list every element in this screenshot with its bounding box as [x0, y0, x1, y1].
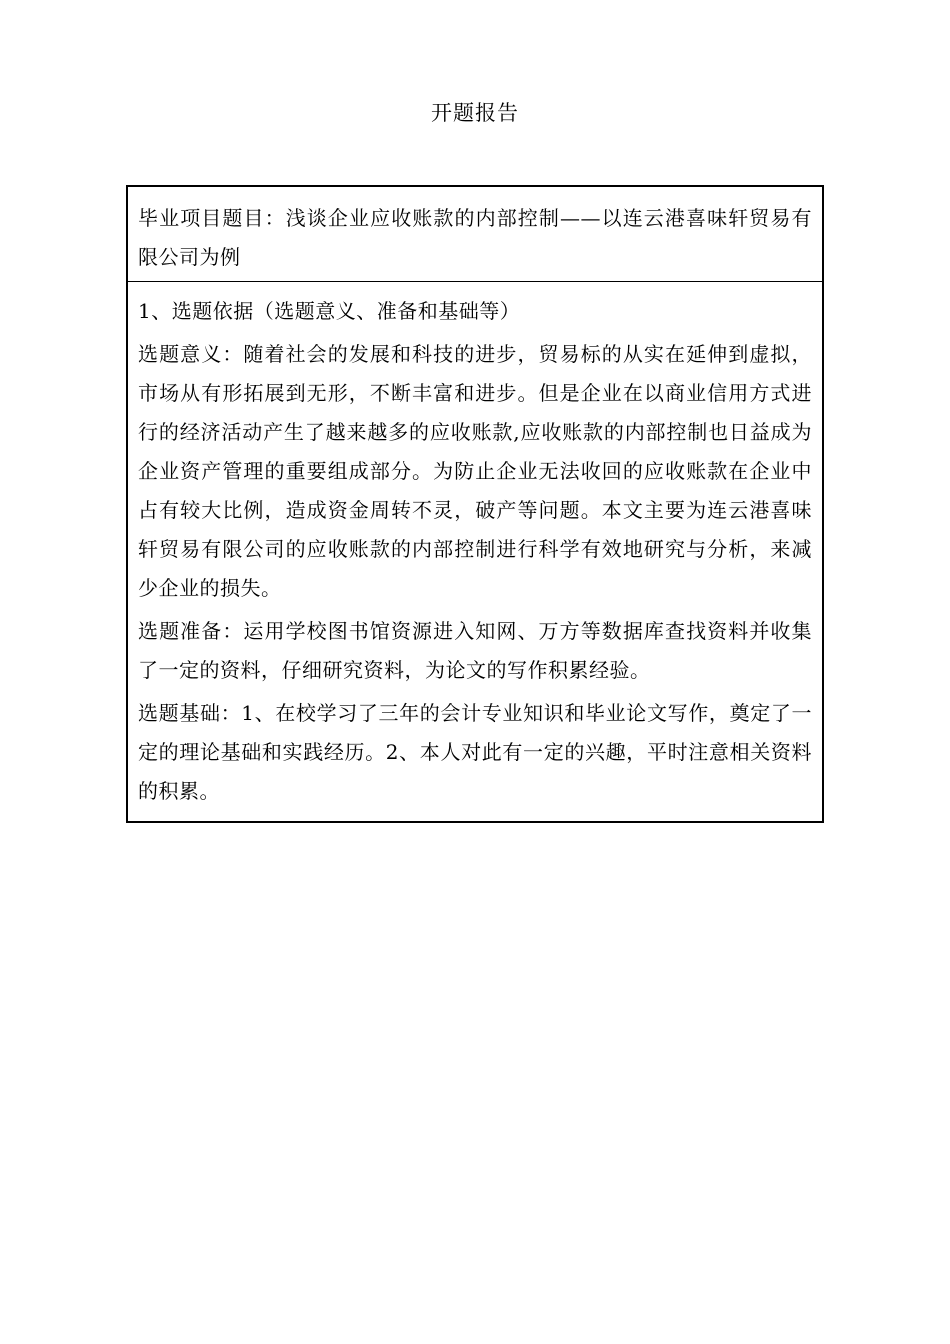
topic-preparation-paragraph: 选题准备：运用学校图书馆资源进入知网、万方等数据库查找资料并收集了一定的资料，仔细研究资料，为论文的写作积累经验。 [138, 619, 812, 682]
topic-basis-cell [128, 282, 822, 821]
section-heading: 1、选题依据（选题意义、准备和基础等） [138, 299, 521, 323]
report-table [126, 185, 824, 823]
project-topic-text: 毕业项目题目：浅谈企业应收账款的内部控制——以连云港喜味轩贸易有限公司为例 [138, 206, 812, 269]
topic-foundation-paragraph: 选题基础：1、在校学习了三年的会计专业知识和毕业论文写作，奠定了一定的理论基础和实践经历。2、本人对此有一定的兴趣，平时注意相关资料的积累。 [138, 701, 812, 803]
page-title: 开题报告 [431, 101, 519, 125]
topic-significance-paragraph: 选题意义：随着社会的发展和科技的进步，贸易标的从实在延伸到虚拟，市场从有形拓展到无形，不断丰富和进步。但是企业在以商业信用方式进行的经济活动产生了越来越多的应收账款,应收账款的内部控制也日益成为企业资产管理的重要组成部分。为防止企业无法收回的应收账款在企业中占有较大比例，造成资金周转不灵，破产等问题。本文主要为连云港喜味轩贸易有限公司的应收账款的内部控制进行科学有效地研究与分析，来减少企业的损失。 [138, 342, 812, 600]
project-topic-cell [128, 187, 822, 282]
